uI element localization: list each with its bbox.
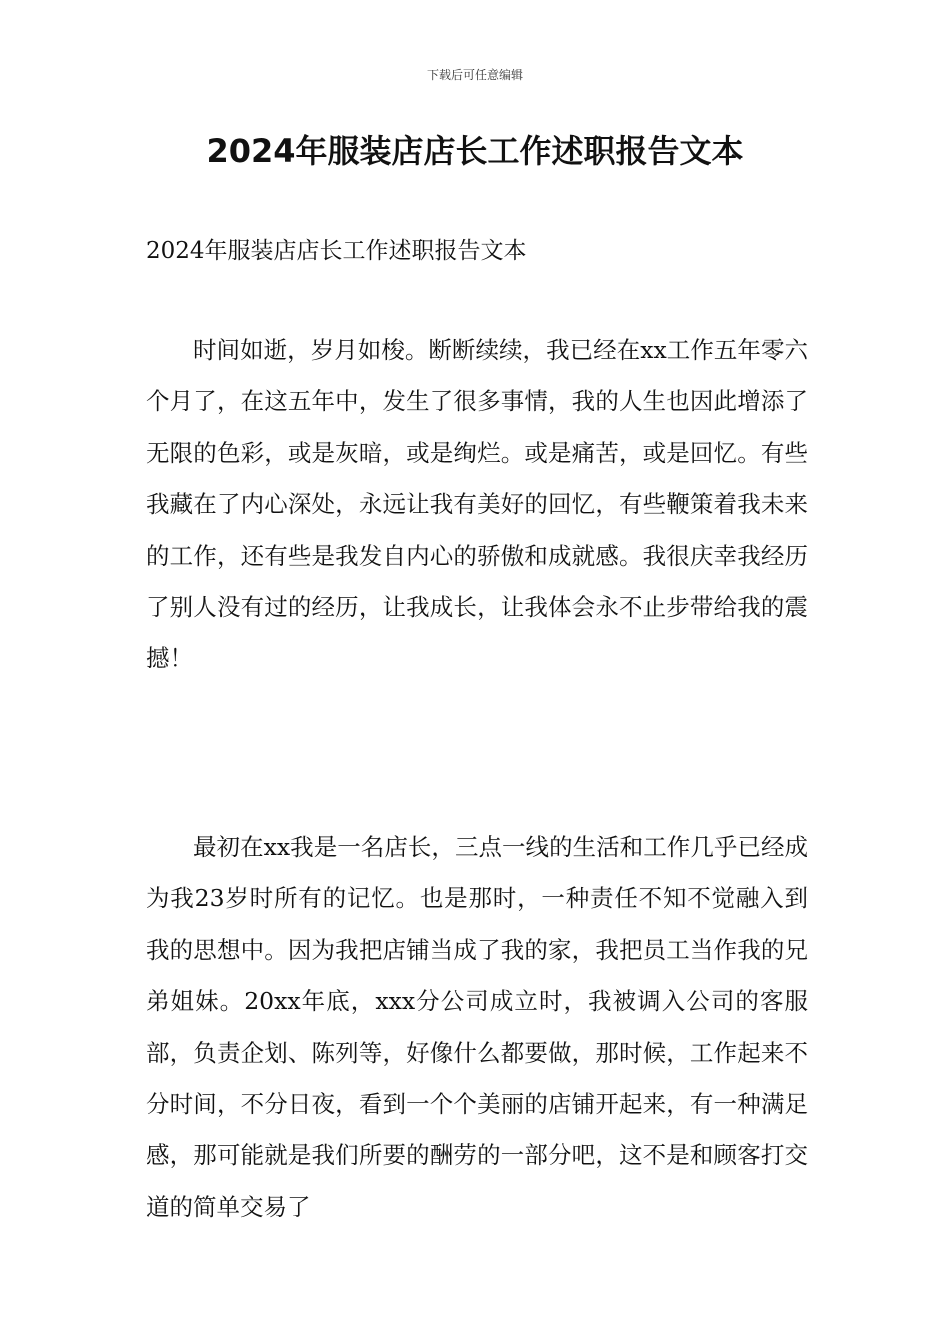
- header-note: 下载后可任意编辑: [426, 68, 523, 82]
- document-title: 2024年服装店店长工作述职报告文本: [206, 132, 744, 170]
- paragraph-1: 时间如逝，岁月如梭。断断续续，我已经在xx工作五年零六个月了，在这五年中，发生了很多事情，我的人生也因此增添了无限的色彩，或是灰暗，或是绚烂。或是痛苦，或是回忆。有些我藏在了内心深处，永远让我有美好的回忆，有些鞭策着我未来的工作，还有些是我发自内心的骄傲和成就感。我很庆幸我经历了别人没有过的经历，让我成长，让我体会永不止步带给我的震撼！: [146, 336, 808, 673]
- paragraph-2: 最初在xx我是一名店长，三点一线的生活和工作几乎已经成为我23岁时所有的记忆。也是那时，一种责任不知不觉融入到我的思想中。因为我把店铺当成了我的家，我把员工当作我的兄弟姐妹。20xx年底，xxx分公司成立时，我被调入公司的客服部，负责企划、陈列等，好像什么都要做，那时候，工作起来不分时间，不分日夜，看到一个个美丽的店铺开起来，有一种满足感，那可能就是我们所要的酬劳的一部分吧，这不是和顾客打交道的简单交易了: [146, 833, 808, 1221]
- document-subtitle: 2024年服装店店长工作述职报告文本: [146, 238, 527, 264]
